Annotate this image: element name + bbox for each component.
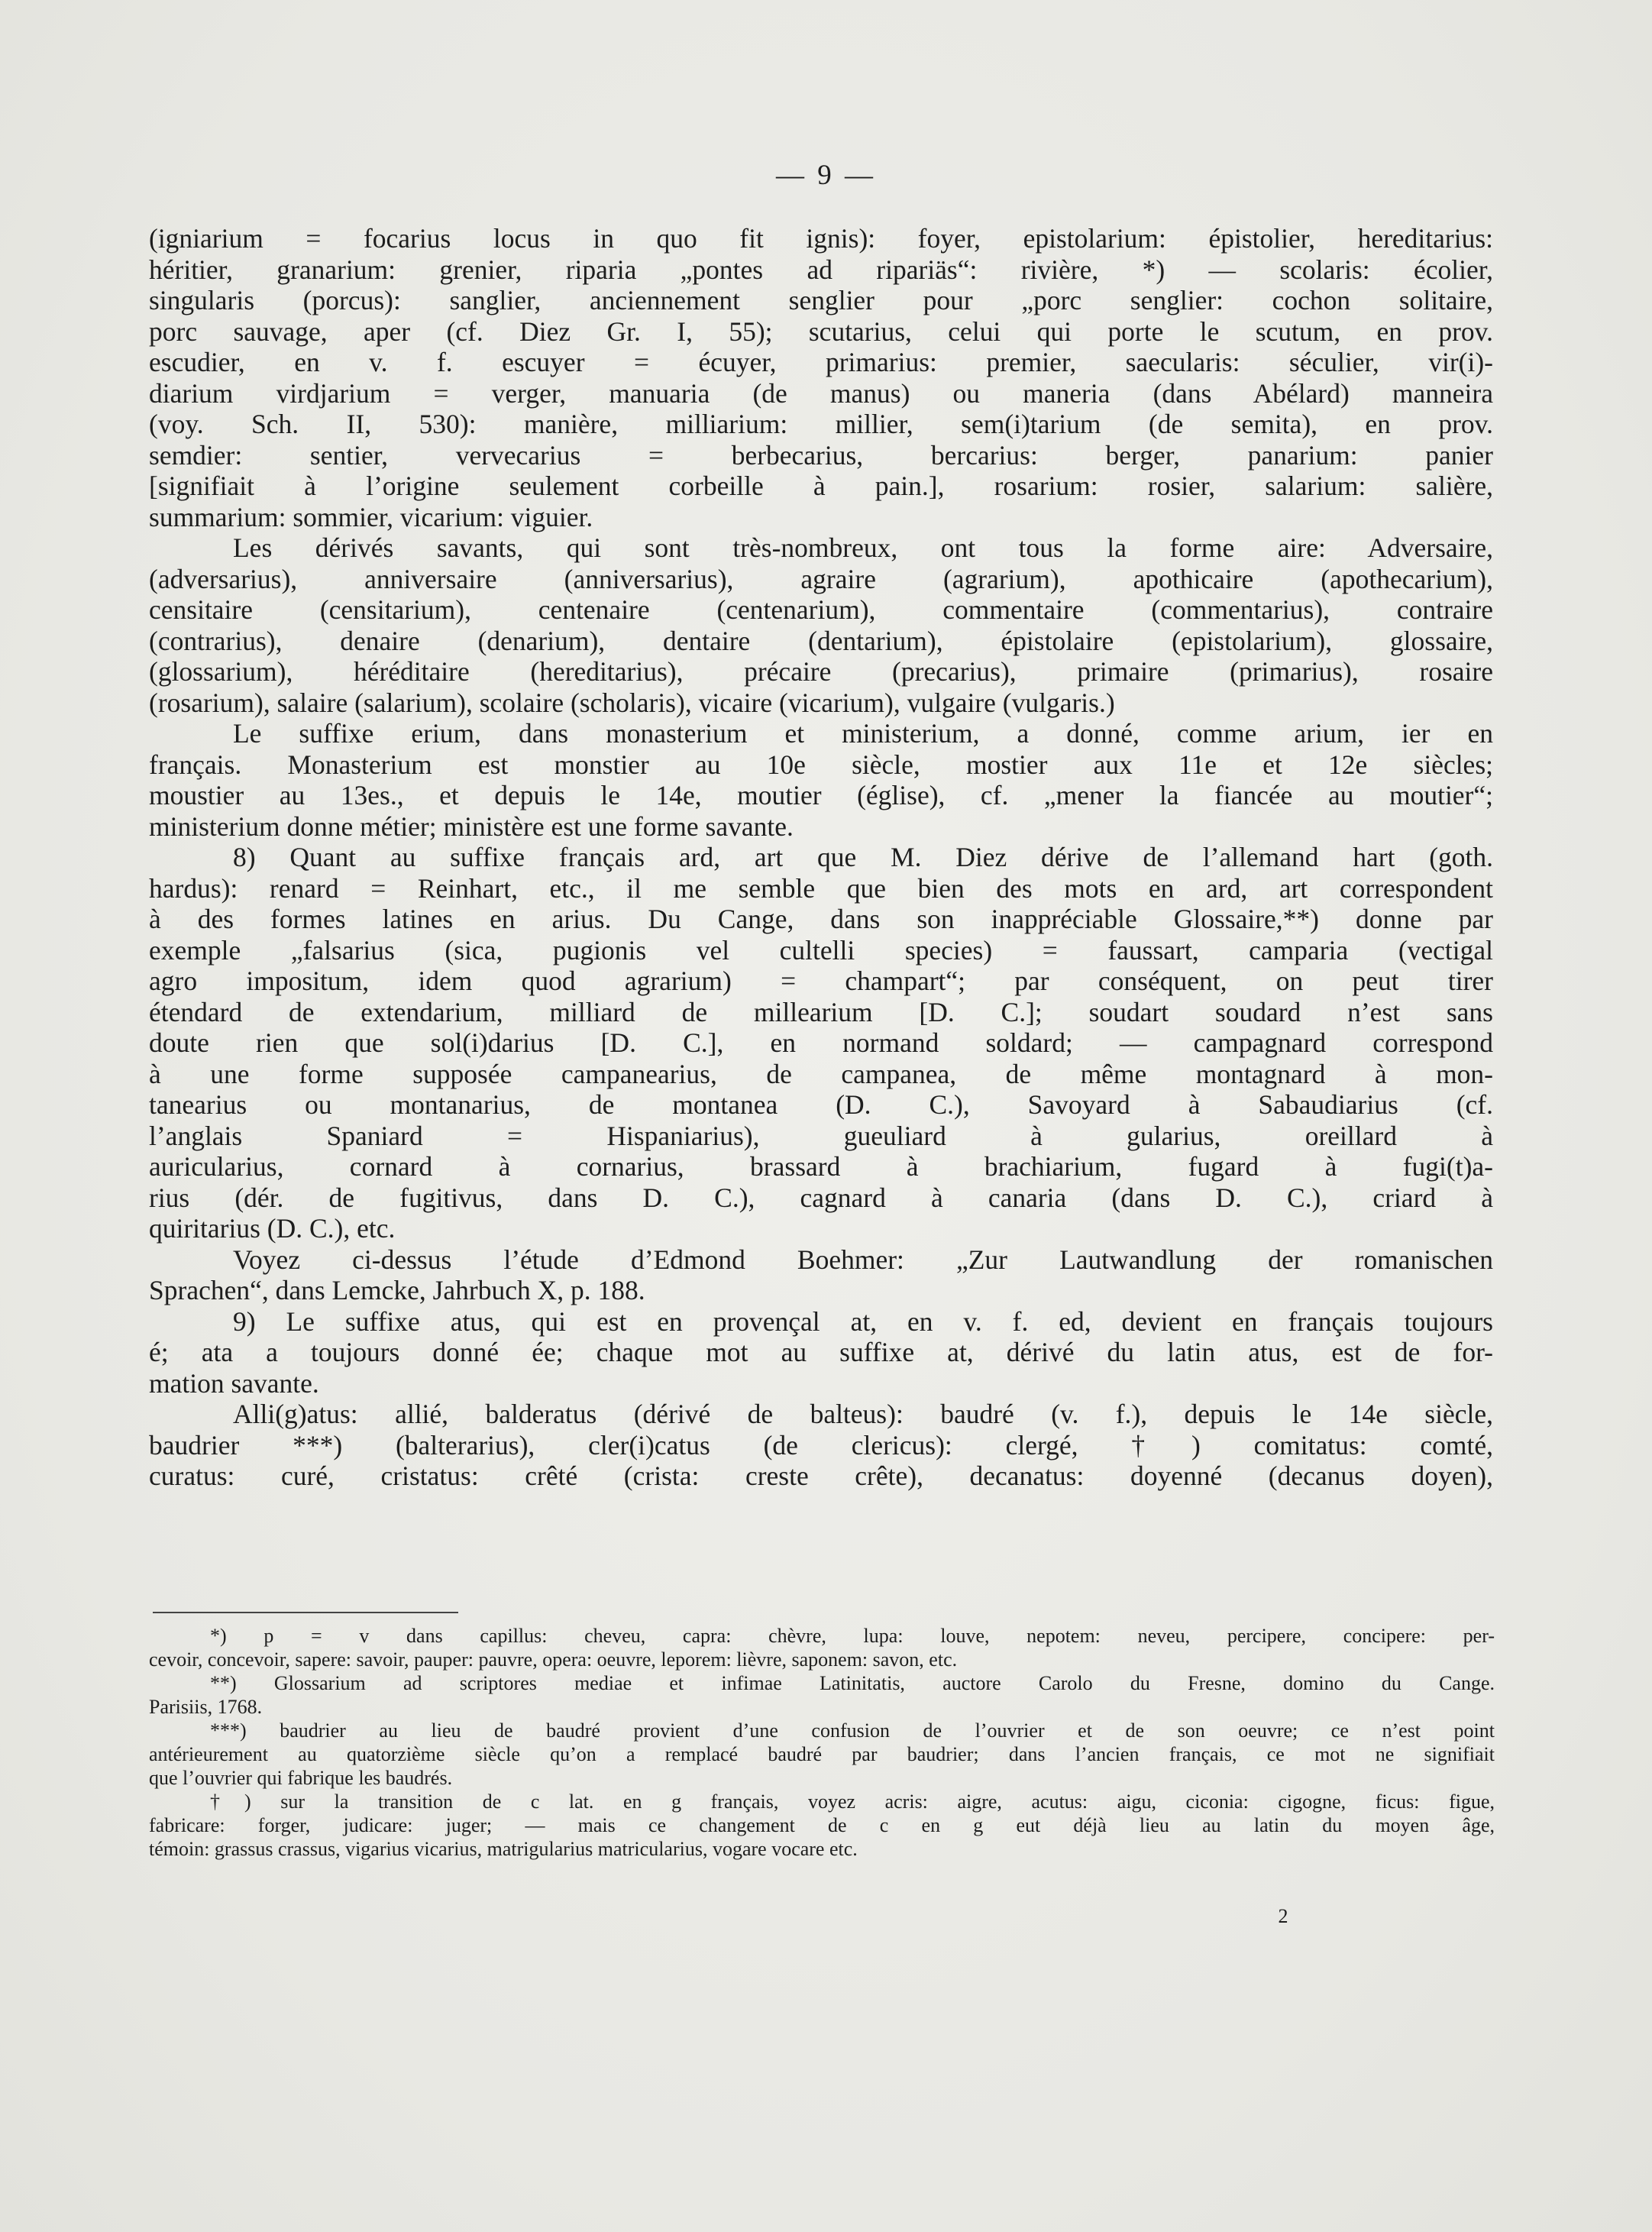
text-line: (contrarius), denaire (denarium), dentaire (dentarium), épistolaire (epistolarium), glossaire, bbox=[149, 625, 1493, 656]
footnote-line: ***) baudrier au lieu de baudré provient d’une confusion de l’ouvrier et de son oeuvre; ce n’est point bbox=[210, 1719, 1495, 1742]
footnote-divider bbox=[153, 1612, 458, 1613]
footnotes bbox=[149, 1624, 1495, 1861]
text-line: Alli(g)atus: allié, balderatus (dérivé de balteus): baudré (v. f.), depuis le 14e siècle, bbox=[233, 1399, 1493, 1429]
text-line: (glossarium), héréditaire (hereditarius), précaire (precarius), primaire (primarius), rosaire bbox=[149, 656, 1493, 687]
text-line: l’anglais Spaniard = Hispaniarius), gueuliard à gularius, oreillard à bbox=[149, 1120, 1493, 1151]
text-line: escudier, en v. f. escuyer = écuyer, primarius: premier, saecularis: séculier, vir(i)- bbox=[149, 347, 1493, 377]
text-line: (igniarium = focarius locus in quo fit ignis): foyer, epistolarium: épistolier, hereditarius: bbox=[149, 223, 1493, 254]
footnote-line: fabricare: forger, judicare: juger; — mais ce changement de c en g eut déjà lieu au latin du moyen âge, bbox=[149, 1814, 1495, 1836]
main-text bbox=[149, 223, 1493, 1492]
text-line: (voy. Sch. II, 530): manière, milliarium: millier, sem(i)tarium (de semita), en prov. bbox=[149, 409, 1493, 439]
signature-mark: 2 bbox=[1278, 1905, 1288, 1927]
text-line: Les dérivés savants, qui sont très-nombreux, ont tous la forme aire: Adversaire, bbox=[233, 532, 1493, 563]
text-line: quiritarius (D. C.), etc. bbox=[149, 1213, 396, 1244]
text-line: censitaire (censitarium), centenaire (centenarium), commentaire (commentarius), contraire bbox=[149, 594, 1493, 625]
text-line: agro impositum, idem quod agrarium) = champart“; par conséquent, on peut tirer bbox=[149, 966, 1493, 996]
footnote-line: *) p = v dans capillus: cheveu, capra: chèvre, lupa: louve, nepotem: neveu, percipere, concipere: per- bbox=[210, 1625, 1495, 1647]
text-line: à des formes latines en arius. Du Cange, dans son inappréciable Glossaire,**) donne par bbox=[149, 904, 1493, 934]
footnote-line: que l’ouvrier qui fabrique les baudrés. bbox=[149, 1767, 453, 1789]
footnote-line: †) sur la transition de c lat. en g français, voyez acris: aigre, acutus: aigu, ciconia: cigogne, ficus: figue, bbox=[210, 1790, 1495, 1813]
text-line: exemple „falsarius (sica, pugionis vel cultelli species) = faussart, camparia (vectigal bbox=[149, 934, 1493, 966]
text-line: héritier, granarium: grenier, riparia „pontes ad ripariäs“: rivière, *) — scolaris: écolier, bbox=[149, 254, 1493, 285]
text-line: curatus: curé, cristatus: crêté (crista: creste crête), decanatus: doyenné (decanus doyen), bbox=[149, 1461, 1493, 1491]
footnote-line: témoin: grassus crassus, vigarius vicarius, matrigularius matricularius, vogare vocare etc. bbox=[149, 1838, 858, 1860]
text-line: mation savante. bbox=[149, 1367, 319, 1399]
footnote-line: Parisiis, 1768. bbox=[149, 1696, 263, 1718]
text-line: hardus): renard = Reinhart, etc., il me semble que bien des mots en ard, art correspondent bbox=[149, 872, 1493, 904]
text-line: doute rien que sol(i)darius [D. C.], en normand soldard; — campagnard correspond bbox=[149, 1027, 1493, 1058]
text-line: à une forme supposée campanearius, de campanea, de même montagnard à mon- bbox=[149, 1058, 1493, 1089]
text-line: summarium: sommier, vicarium: viguier. bbox=[149, 501, 593, 532]
text-line: étendard de extendarium, milliard de millearium [D. C.]; soudart soudard n’est sans bbox=[149, 996, 1493, 1027]
text-line: diarium virdjarium = verger, manuaria (de manus) ou maneria (dans Abélard) manneira bbox=[149, 377, 1493, 409]
text-line: (rosarium), salaire (salarium), scolaire (scholaris), vicaire (vicarium), vulgaire (vulgaris.) bbox=[149, 687, 1115, 718]
text-line: porc sauvage, aper (cf. Diez Gr. I, 55); scutarius, celui qui porte le scutum, en prov. bbox=[149, 315, 1493, 347]
text-line: 9) Le suffixe atus, qui est en provençal at, en v. f. ed, devient en français toujours bbox=[233, 1305, 1493, 1337]
text-line: tanearius ou montanarius, de montanea (D. C.), Savoyard à Sabaudiarius (cf. bbox=[149, 1089, 1493, 1120]
text-line: semdier: sentier, vervecarius = berbecarius, bercarius: berger, panarium: panier bbox=[149, 439, 1493, 471]
text-line: auricularius, cornard à cornarius, brassard à brachiarium, fugard à fugi(t)a- bbox=[149, 1151, 1493, 1182]
footnote-line: antérieurement au quatorzième siècle qu’on a remplacé baudré par baudrier; dans l’ancien français, ce mot ne signifiait bbox=[149, 1743, 1495, 1765]
footnote-line: **) Glossarium ad scriptores mediae et infimae Latinitatis, auctore Carolo du Fresne, domino du Cange. bbox=[210, 1672, 1495, 1694]
text-line: [signifiait à l’origine seulement corbeille à pain.], rosarium: rosier, salarium: salière, bbox=[149, 471, 1493, 501]
text-line: Le suffixe erium, dans monasterium et ministerium, a donné, comme arium, ier en bbox=[233, 718, 1493, 749]
footnote-line: cevoir, concevoir, sapere: savoir, pauper: pauvre, opera: oeuvre, leporem: lièvre, saponem: savon, etc. bbox=[149, 1648, 958, 1671]
text-line: 8) Quant au suffixe français ard, art que M. Diez dérive de l’allemand hart (goth. bbox=[233, 842, 1493, 872]
text-line: (adversarius), anniversaire (anniversarius), agraire (agrarium), apothicaire (apothecarium), bbox=[149, 563, 1493, 594]
text-line: baudrier ***) (balterarius), cler(i)catus (de clericus): clergé, †) comitatus: comté, bbox=[149, 1429, 1493, 1461]
text-line: é; ata a toujours donné ée; chaque mot au suffixe at, dérivé du latin atus, est de for- bbox=[149, 1337, 1493, 1367]
text-line: ministerium donne métier; ministère est une forme savante. bbox=[149, 810, 794, 842]
text-line: rius (dér. de fugitivus, dans D. C.), cagnard à canaria (dans D. C.), criard à bbox=[149, 1182, 1493, 1213]
text-line: Voyez ci-dessus l’étude d’Edmond Boehmer: „Zur Lautwandlung der romanischen bbox=[233, 1244, 1493, 1275]
text-line: singularis (porcus): sanglier, anciennement senglier pour „porc senglier: cochon solitaire, bbox=[149, 285, 1493, 315]
text-line: Sprachen“, dans Lemcke, Jahrbuch X, p. 188. bbox=[149, 1275, 645, 1305]
text-line: français. Monasterium est monstier au 10e siècle, mostier aux 11e et 12e siècles; bbox=[149, 749, 1493, 780]
text-line: moustier au 13es., et depuis le 14e, moutier (église), cf. „mener la fiancée au moutier“; bbox=[149, 780, 1493, 810]
page-number: — 9 — bbox=[776, 160, 876, 191]
